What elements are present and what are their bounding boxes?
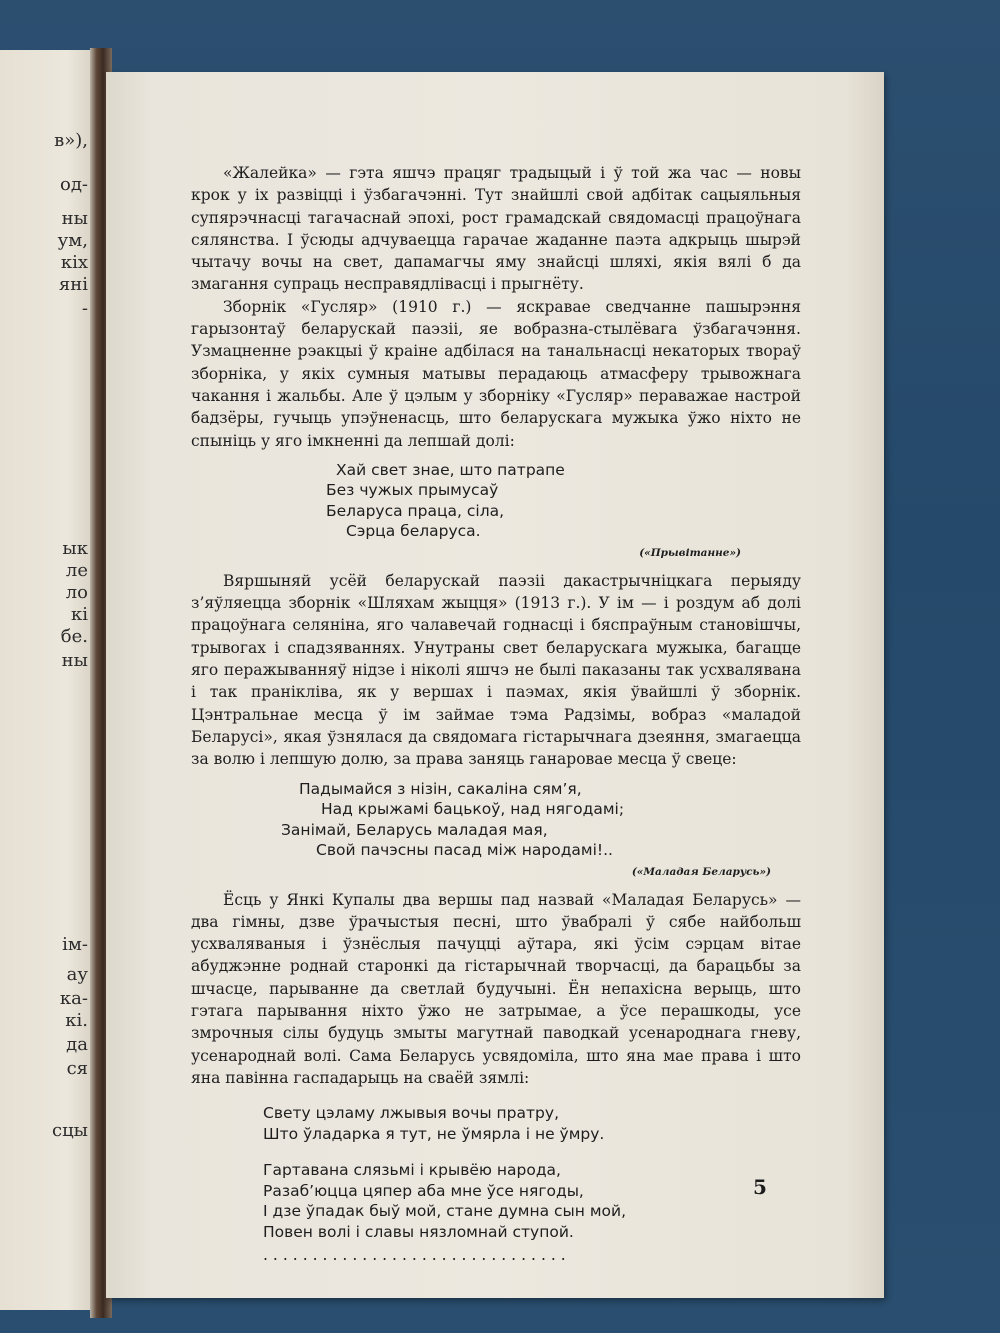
left-fragment: в»),: [54, 130, 88, 151]
poem-excerpt: [191, 779, 801, 861]
left-fragment: сцы: [52, 1120, 88, 1141]
verse-source: («Прывітанне»): [639, 546, 741, 559]
verse-line: Повен волі і славы нязломнай ступой.: [263, 1222, 574, 1241]
paragraph: Зборнік «Гусляр» (1910 г.) — яскравае сведчанне пашырэння гарызонтаў беларускай паэзіі, яе вобразна-стылёвага ўзбагачэння. Узмацненне рэакцыі ў краіне адбілася на танальнасці некаторых твораў зборніка, у якіх сумныя матывы перадаюць атмасферу трывожнага чакання і жальбы. Але ў цэлым у зборніку «Гусляр» пераважае настрой бадзёры, гучыць упэўненасць, што беларускага мужыка ўжо ніхто не спыніць у яго імкненні да лепшай долі:: [191, 297, 801, 450]
verse-line: Хай свет знае, што патрапе: [336, 460, 565, 479]
paragraph: Вяршыняй усёй беларускай паэзіі дакастрычніцкага перыяду з’яўляецца зборнік «Шляхам жыцця» (1913 г.). У ім — і роздум аб долі працоўнага селяніна, яго чалавечай годнасці і бяспраўным становішчы, трывогах і спадзяваннях. Унутраны свет беларускага мужыка, багацце яго перажыванняў нідзе і ніколі яшчэ не былі паказаны так усхвалявана і так пранікліва, як у вершах і паэмах, якія ўвайшлі ў зборнік. Цэнтральнае месца ў ім займае тэма Радзімы, вобраз «маладой Беларусі», якая ўзнялася да свядомага гістарычнага дзеяння, змагаецца за волю і лепшую долю, за права заняць ганаровае месца ў свеце:: [191, 571, 801, 769]
verse-line: Разаб’юцца цяпер аба мне ўсе нягоды,: [263, 1181, 584, 1200]
verse-line: Сэрца беларуса.: [346, 522, 481, 541]
left-fragment: бе.: [60, 626, 88, 647]
verse-line: Без чужых прымусаў: [326, 481, 499, 500]
verse-line: Свету цэламу лжывыя вочы пратру,: [263, 1104, 559, 1123]
paragraph: Ёсць у Янкі Купалы два вершы пад назвай «Маладая Беларусь» — два гімны, дзве ўрачыстыя песні, што ўвабралі ў сябе найбольш усхваляваныя і ўзнёслыя пачуцці аўтара, які ўсім сэрцам вітае абуджэнне роднай старонкі да гістарычнай творчасці, да барацьбы за шчасце, парыванне да светлай будучыні. Ён непахісна верыць, што гэтага парывання ніхто ўжо не затрымае, а ўсе перашкоды, усе змрочныя сілы будуць змыты магутнай паводкай усенароднага гневу, усенароднай волі. Сама Беларусь усвядоміла, што яна мае права і што яна павінна гаспадарыць на сваёй зямлі:: [191, 890, 801, 1087]
verse-line: Свой пачэсны пасад між народамі!..: [316, 841, 613, 860]
paragraph: «Жалейка» — гэта яшчэ працяг традыцый і ў той жа час — новы крок у іх развіцці і ўзбагачэнні. Тут знайшлі свой адбітак сацыяльныя супярэчнасці тагачаснай эпохі, рост грамадскай свядомасці працоўнага сялянства. І ўсюды адчуваецца гарачае жаданне паэта адкрыць шырэй чытачу вочы на свет, дапамагчы яму знайсці шляхі, якія вялі б да змагання супраць несправядлівасці і прыгнёту.: [191, 164, 801, 294]
left-fragment: кі.: [65, 1010, 88, 1031]
left-fragment: -: [81, 298, 88, 319]
ellipsis-line: ...............................: [263, 1246, 571, 1265]
left-fragment: ім-: [62, 934, 88, 955]
verse-line: Гартавана слязьмі і крывёю народа,: [263, 1161, 561, 1180]
verse-line: Беларуса праца, сіла,: [326, 501, 505, 520]
left-fragment: ау: [66, 964, 88, 985]
left-fragment: да: [66, 1034, 88, 1055]
poem-excerpt: [191, 1103, 801, 1242]
left-fragment: ле: [65, 560, 88, 581]
left-fragment: ум,: [57, 230, 88, 251]
page-number: 5: [753, 1175, 767, 1199]
poem-excerpt: [191, 460, 801, 542]
verse-line: Што ўладарка я тут, не ўмярла і не ўмру.: [263, 1124, 605, 1143]
book-page: [106, 72, 884, 1298]
verse-line: І дзе ўпадак быў мой, стане думна сын мой,: [263, 1202, 627, 1221]
left-fragment: ка-: [59, 988, 88, 1009]
left-fragment: кіх: [60, 252, 88, 273]
left-fragment: ны: [61, 650, 88, 671]
verse-line: Занімай, Беларусь маладая мая,: [281, 820, 548, 839]
verse-line: Над крыжамі бацькоў, над нягодамі;: [321, 800, 625, 819]
left-fragment: ло: [65, 582, 88, 603]
left-fragment: ны: [61, 208, 88, 229]
left-fragment: яні: [58, 274, 88, 295]
left-fragment: кі: [70, 604, 88, 625]
left-fragment: ык: [62, 538, 88, 559]
previous-page-edge: [0, 50, 96, 1310]
verse-line: Падымайся з нізін, сакаліна сям’я,: [299, 779, 582, 798]
verse-source: («Маладая Беларусь»): [631, 865, 771, 878]
left-fragment: ся: [66, 1058, 88, 1079]
page-text: [191, 162, 801, 1267]
left-fragment: од-: [59, 174, 88, 195]
